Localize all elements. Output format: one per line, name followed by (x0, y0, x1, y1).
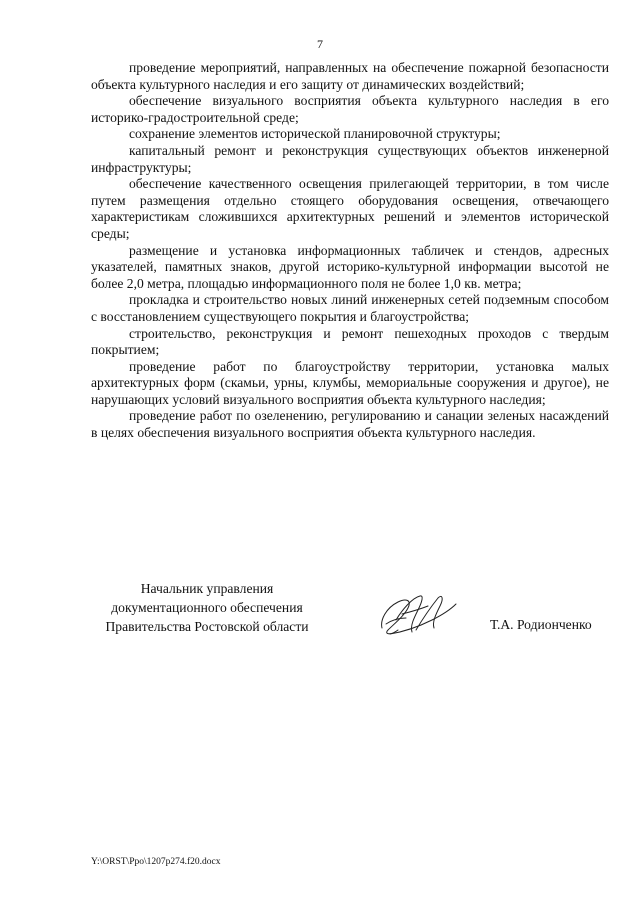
signatory-position (87, 579, 327, 636)
paragraph-underground-networks: прокладка и строительство новых линий инженерных сетей подземным способом с восстановлением существующего покрытия и благоустройства; (91, 292, 609, 324)
paragraph-info-signs: размещение и установка информационных табличек и стендов, адресных указателей, памятных знаков, другой историко-культурной информации высотой не более 2,0 метра, площадью информационного поля не более 1,0 кв. метра; (91, 242, 609, 291)
position-line-1: Начальник управления (140, 581, 274, 596)
paragraph-greening: проведение работ по озеленению, регулированию и санации зеленых насаждений в целях обеспечения визуального восприятия объекта культурного наследия. (91, 408, 609, 441)
document-body (91, 60, 609, 442)
handwritten-signature (372, 590, 462, 640)
paragraph-visual-perception: обеспечение визуального восприятия объекта культурного наследия в его историко-градостроительной среде; (91, 93, 609, 125)
paragraph-landscaping: проведение работ по благоустройству территории, установка малых архитектурных форм (скамьи, урны, клумбы, мемориальные сооружения и другое), не нарушающих условий визуального восприятия объекта культурного наследия; (91, 358, 609, 407)
paragraph-lighting: обеспечение качественного освещения прилегающей территории, в том числе путем размещения отдельно стоящего оборудования освещения, отвечающего характеристикам сложившихся архитектурных решений и элементов исторической среды; (91, 176, 609, 241)
paragraph-infrastructure-repair: капитальный ремонт и реконструкция существующих объектов инженерной инфраструктуры; (91, 142, 609, 175)
paragraph-fire-safety: проведение мероприятий, направленных на обеспечение пожарной безопасности объекта культурного наследия и его защиту от динамических воздействий; (91, 60, 609, 92)
position-line-3: Правительства Ростовской области (105, 619, 309, 634)
signatory-name: Т.А. Родионченко (490, 617, 592, 632)
file-path-footer: Y:\ORST\Ppo\1207p274.f20.docx (91, 857, 221, 867)
page-number: 7 (317, 37, 323, 51)
paragraph-planning-structure: сохранение элементов исторической планировочной структуры; (129, 126, 501, 142)
position-line-2: документационного обеспечения (111, 600, 303, 615)
paragraph-pedestrian-paths: строительство, реконструкция и ремонт пешеходных проходов с твердым покрытием; (91, 325, 609, 358)
